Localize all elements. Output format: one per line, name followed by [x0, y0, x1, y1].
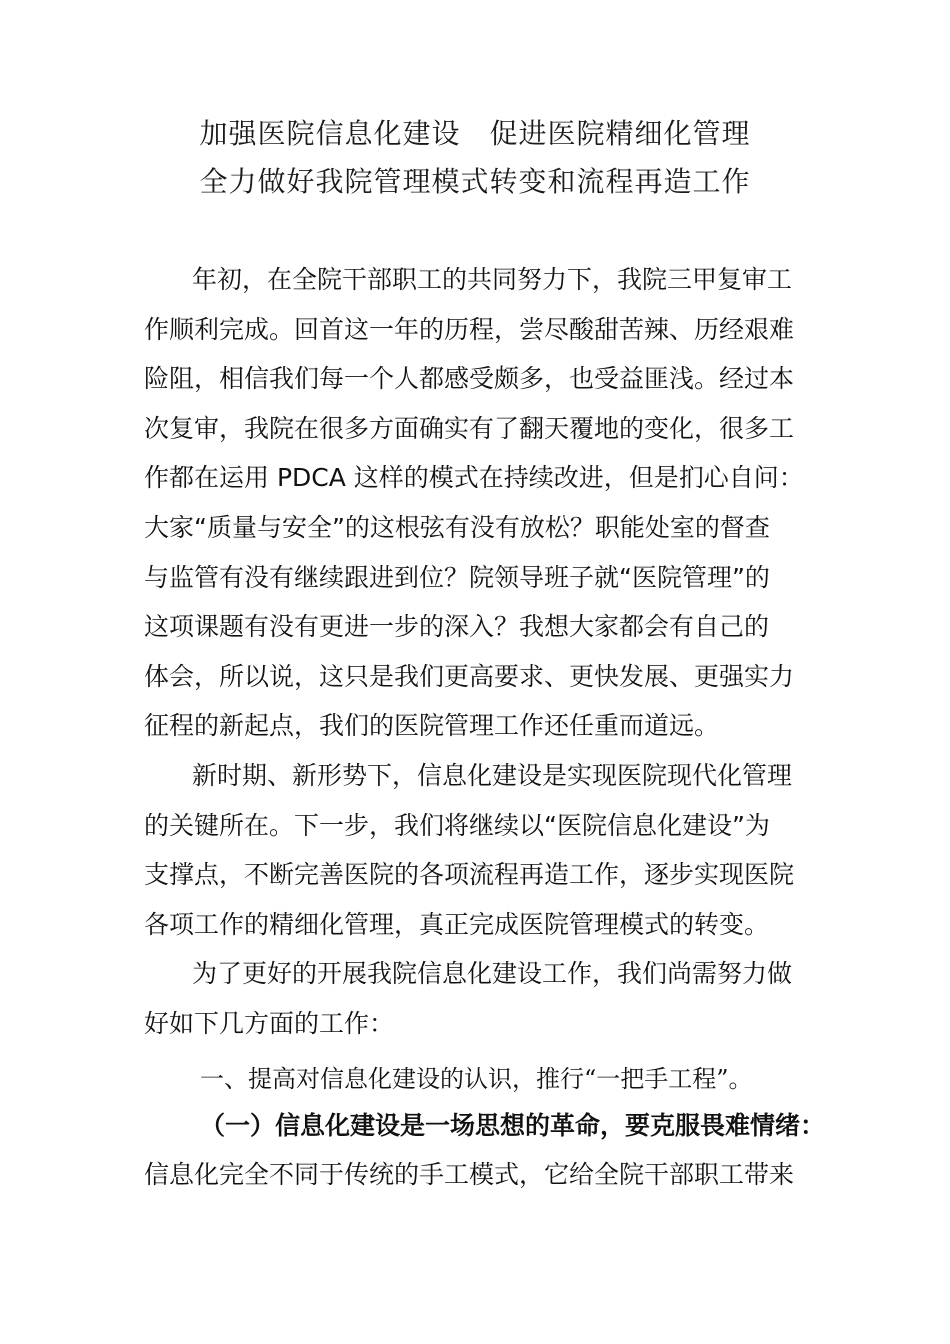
- body-paragraphs: [144, 255, 834, 1049]
- subheading: （一）信息化建设是一场思想的革命，要克服畏难情绪：: [200, 1111, 826, 1140]
- paragraph-line: 与监管有没有继续跟进到位？院领导班子就“医院管理”的: [144, 562, 770, 592]
- paragraph-line: 险阻，相信我们每一个人都感受颇多，也受益匪浅。经过本: [144, 364, 795, 394]
- paragraph-line: 这项课题有没有更进一步的深入？我想大家都会有自己的: [144, 612, 770, 642]
- paragraph-line: 新时期、新形势下，信息化建设是实现医院现代化管理: [192, 760, 793, 790]
- paragraph-line: 各项工作的精细化管理，真正完成医院管理模式的转变。: [144, 909, 770, 939]
- section-heading: 一、提高对信息化建设的认识，推行“一把手工程”。: [200, 1065, 753, 1093]
- paragraph-line: 作都在运用 PDCA 这样的模式在持续改进，但是扪心自问：: [144, 463, 804, 493]
- paragraph-line: 体会，所以说，这只是我们更高要求、更快发展、更强实力: [144, 661, 795, 691]
- document-title: [0, 110, 950, 206]
- paragraph-line: 大家“质量与安全”的这根弦有没有放松？职能处室的督查: [144, 512, 770, 542]
- paragraph-line: 作顺利完成。回首这一年的历程，尝尽酸甜苦辣、历经艰难: [144, 314, 795, 344]
- paragraph-line: 好如下几方面的工作：: [144, 1008, 395, 1038]
- paragraph-line: 征程的新起点，我们的医院管理工作还任重而道远。: [144, 711, 720, 741]
- paragraph-line: 支撑点，不断完善医院的各项流程再造工作，逐步实现医院: [144, 860, 795, 890]
- paragraph-line: 年初，在全院干部职工的共同努力下，我院三甲复审工: [192, 265, 793, 294]
- continuation-line: 信息化完全不同于传统的手工模式，它给全院干部职工带来: [144, 1160, 795, 1189]
- paragraph-line: 为了更好的开展我院信息化建设工作，我们尚需努力做: [192, 959, 793, 989]
- title-line-2: 全力做好我院管理模式转变和流程再造工作: [199, 165, 751, 198]
- paragraph-line: 次复审，我院在很多方面确实有了翻天覆地的变化，很多工: [144, 413, 795, 443]
- paragraph-line: 的关键所在。下一步，我们将继续以“医院信息化建设”为: [144, 810, 770, 840]
- title-line-1: 加强医院信息化建设 促进医院精细化管理: [199, 117, 751, 150]
